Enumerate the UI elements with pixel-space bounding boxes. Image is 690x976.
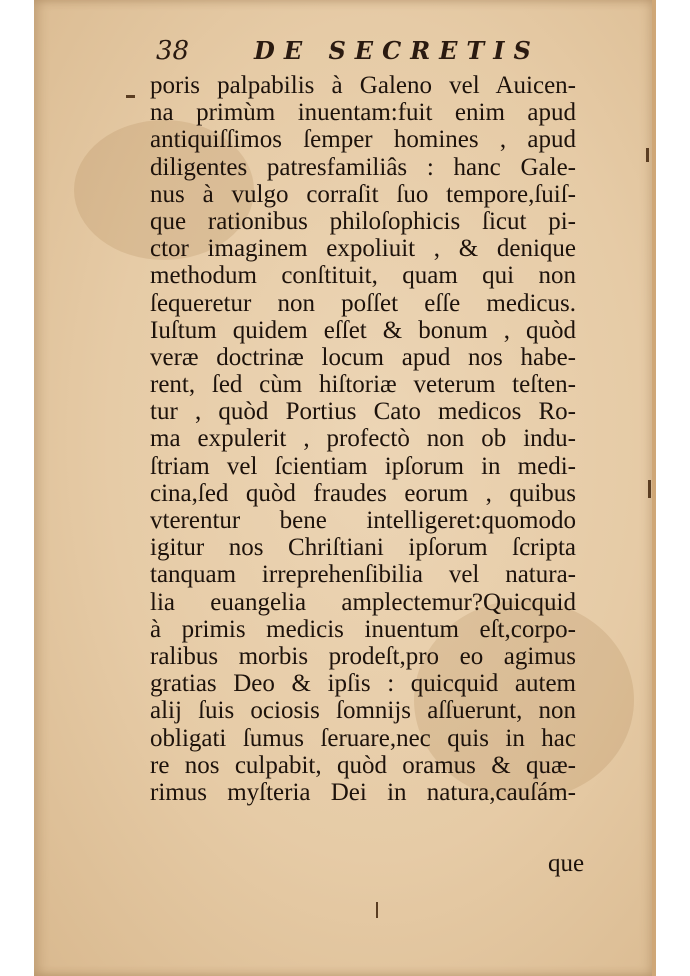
body-text [150,72,576,806]
margin-mark [646,148,649,162]
text-line: antiquiſſimos ſemper homines , apud [150,126,576,154]
text-line: ma expulerit , profectò non ob indu- [150,425,576,453]
text-line: à primis medicis inuentum eſt,corpo- [150,615,576,643]
margin-mark [376,902,378,918]
text-line: cina,ſed quòd fraudes eorum , quibus [150,479,576,507]
text-line: rimus myſteria Dei in natura,cauſám- [150,778,576,806]
text-line: tur , quòd Portius Cato medicos Ro- [150,398,576,426]
text-line: nus à vulgo corraſit ſuo tempore,ſuiſ- [150,180,576,208]
text-line: ralibus morbis prodeſt,pro eo agimus [150,642,576,670]
text-line: lia euangelia amplectemur?Quicquid [150,588,576,616]
text-line: vterentur bene intelligeret:quomodo [150,507,576,534]
text-line: tanquam irreprehenſibilia vel natura- [150,561,576,589]
running-head: DE SECRETIS [254,36,540,65]
book-page [34,0,656,976]
text-line: alij ſuis ociosis ſomnijs aſſuerunt, non [150,697,576,725]
text-line: diligentes patresfamiliâs : hanc Gale- [150,153,576,181]
page-header [156,36,556,68]
text-line: ſtriam vel ſcientiam ipſorum in medi- [150,452,576,480]
page-edge [652,0,656,976]
text-line: ſequeretur non poſſet eſſe medicus. [150,289,576,317]
margin-mark [648,480,651,498]
text-line: gratias Deo & ipſis : quicquid autem [150,670,576,698]
text-line: ctor imaginem expoliuit , & denique [150,235,576,263]
text-line: re nos culpabit, quòd oramus & quæ- [150,751,576,779]
text-line: poris palpabilis à Galeno vel Auicen- [150,72,576,99]
catchword: que [548,850,585,877]
text-line: na primùm inuentam:fuit enim apud [150,99,576,127]
text-line: que rationibus philoſophicis ſicut pi- [150,207,576,235]
text-line: igitur nos Chriſtiani ipſorum ſcripta [150,534,576,562]
page-number: 38 [156,36,190,66]
margin-mark [126,95,135,98]
text-line: obligati ſumus ſeruare,nec quis in hac [150,724,576,752]
text-line: rent, ſed cùm hiſtoriæ veterum teſten- [150,371,576,399]
text-line: methodum conſtituit, quam qui non [150,262,576,290]
text-line: Iuſtum quidem eſſet & bonum , quòd [150,316,576,344]
text-line: veræ doctrinæ locum apud nos habe- [150,343,576,371]
